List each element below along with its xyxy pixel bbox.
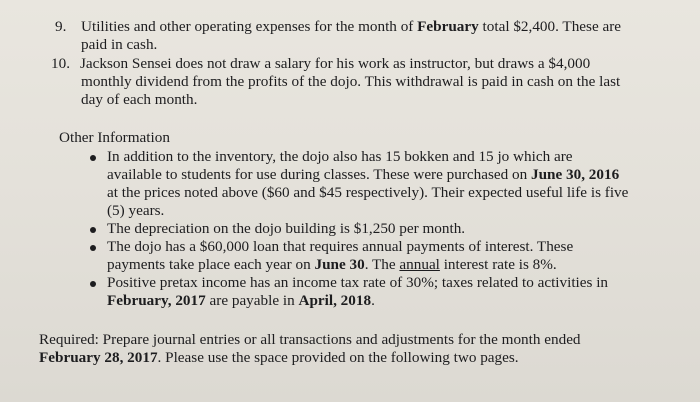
bullet-4-dot bbox=[90, 281, 96, 287]
required-line-2: February 28, 2017. Please use the space provided on the following two pages. bbox=[39, 349, 519, 366]
item-9-number: 9. bbox=[55, 18, 67, 35]
bullet-1-line-3: at the prices noted above ($60 and $45 respectively). Their expected useful life is five bbox=[107, 184, 629, 201]
required-line-1: Required: Prepare journal entries or all transactions and adjustments for the month ended bbox=[39, 331, 581, 348]
bullet-3-dot bbox=[90, 245, 96, 251]
bullet-2-line-1: The depreciation on the dojo building is $1,250 per month. bbox=[107, 220, 466, 237]
bullet-3-line-1: The dojo has a $60,000 loan that requires annual payments of interest. These bbox=[107, 238, 574, 255]
bullet-4-line-1: Positive pretax income has an income tax rate of 30%; taxes related to activities in bbox=[107, 274, 609, 291]
bullet-4-line-2: February, 2017 are payable in April, 2018. bbox=[107, 292, 375, 309]
item-9-line-1: Utilities and other operating expenses for the month of February total $2,400. These are bbox=[81, 18, 622, 35]
bullet-2-dot bbox=[90, 227, 96, 233]
bullet-1-line-4: (5) years. bbox=[107, 202, 165, 219]
item-9-line-2: paid in cash. bbox=[81, 36, 158, 53]
bullet-1-line-1: In addition to the inventory, the dojo also has 15 bokken and 15 jo which are bbox=[107, 148, 573, 165]
item-10-line-2: monthly dividend from the profits of the dojo. This withdrawal is paid in cash on the last bbox=[81, 73, 621, 90]
item-10-number: 10. bbox=[51, 55, 70, 72]
bullet-1-line-2: available to students for use during classes. These were purchased on June 30, 2016 bbox=[107, 166, 620, 183]
other-info-heading: Other Information bbox=[59, 129, 170, 146]
bullet-1-dot bbox=[90, 155, 96, 161]
item-10-line-1: Jackson Sensei does not draw a salary for his work as instructor, but draws a $4,000 bbox=[80, 55, 591, 72]
bullet-3-line-2: payments take place each year on June 30. The annual interest rate is 8%. bbox=[107, 256, 557, 273]
item-10-line-3: day of each month. bbox=[81, 91, 198, 108]
